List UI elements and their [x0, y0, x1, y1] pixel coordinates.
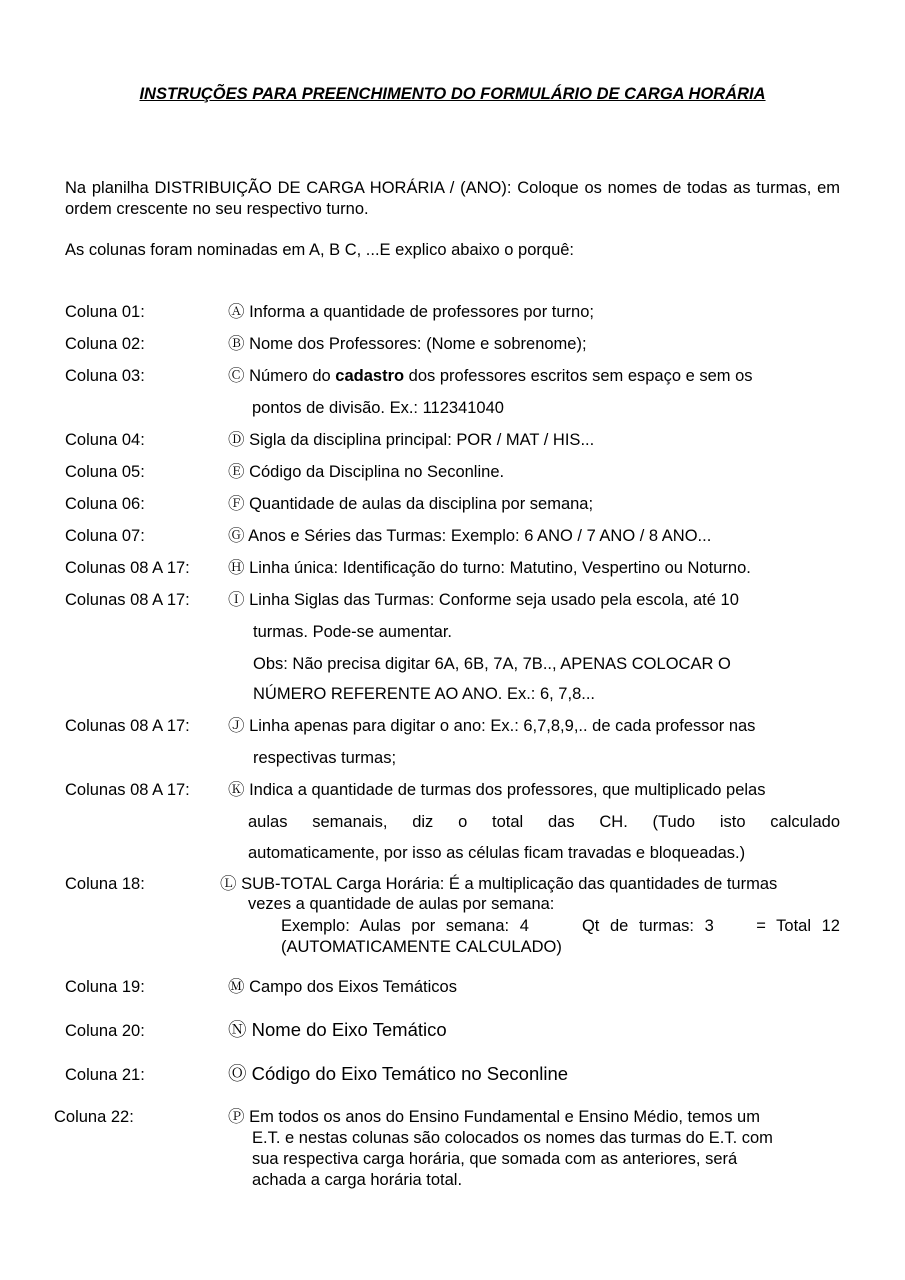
- example-line: Exemplo: Aulas por semana: 4 Qt de turmas: 3 = Total 12: [281, 917, 840, 935]
- row-text: Ⓗ Linha única: Identificação do turno: Matutino, Vespertino ou Noturno.: [228, 559, 751, 577]
- row-text: [228, 366, 753, 387]
- row-label: Coluna 07:: [65, 527, 145, 545]
- row-text: Ⓞ Código do Eixo Temático no Seconline: [228, 1063, 569, 1084]
- row-note: Obs: Não precisa digitar 6A, 6B, 7A, 7B.., APENAS COLOCAR O: [253, 655, 731, 673]
- row-text: Ⓙ Linha apenas para digitar o ano: Ex.: 6,7,8,9,.. de cada professor nas: [228, 717, 756, 735]
- row-label: Colunas 08 A 17:: [65, 591, 190, 609]
- row-label: Coluna 18:: [65, 875, 145, 893]
- row-text-continuation: turmas. Pode-se aumentar.: [253, 623, 453, 641]
- row-text-continuation: achada a carga horária total.: [252, 1171, 463, 1189]
- intro-paragraph: Na planilha DISTRIBUIÇÃO DE CARGA HORÁRIA / (ANO): Coloque os nomes de todas as turmas, em ordem crescente no seu respectivo turno.: [65, 179, 840, 218]
- row-note: NÚMERO REFERENTE AO ANO. Ex.: 6, 7,8...: [253, 685, 595, 703]
- row-text: Ⓔ Código da Disciplina no Seconline.: [228, 463, 505, 481]
- row-text-part: Ⓒ Número do: [228, 367, 336, 385]
- row-text: Ⓜ Campo dos Eixos Temáticos: [228, 978, 457, 996]
- row-label: Coluna 22:: [54, 1108, 134, 1126]
- row-text-continuation: automaticamente, por isso as células ficam travadas e bloqueadas.): [248, 844, 746, 862]
- row-text-continuation: sua respectiva carga horária, que somada com as anteriores, será: [252, 1150, 738, 1168]
- bold-term: cadastro: [335, 367, 405, 385]
- row-label: Coluna 01:: [65, 303, 145, 321]
- row-label: Colunas 08 A 17:: [65, 717, 190, 735]
- row-text-continuation: E.T. e nestas colunas são colocados os nomes das turmas do E.T. com: [252, 1129, 773, 1147]
- example-note: (AUTOMATICAMENTE CALCULADO): [281, 938, 562, 956]
- row-label: Coluna 20:: [65, 1022, 145, 1040]
- row-label: Colunas 08 A 17:: [65, 559, 190, 577]
- document-title: INSTRUÇÕES PARA PREENCHIMENTO DO FORMULÁRIO DE CARGA HORÁRIA: [139, 85, 766, 103]
- row-text: Ⓑ Nome dos Professores: (Nome e sobrenome);: [228, 335, 587, 353]
- row-text: Ⓐ Informa a quantidade de professores por turno;: [228, 303, 594, 321]
- row-label: Coluna 03:: [65, 367, 145, 385]
- row-label: Coluna 02:: [65, 335, 145, 353]
- row-text-continuation: respectivas turmas;: [253, 749, 397, 767]
- intro-paragraph-2: As colunas foram nominadas em A, B C, ...E explico abaixo o porquê:: [65, 241, 575, 259]
- row-text: Ⓟ Em todos os anos do Ensino Fundamental e Ensino Médio, temos um: [228, 1108, 760, 1126]
- row-label: Colunas 08 A 17:: [65, 781, 190, 799]
- row-text-continuation: aulas semanais, diz o total das CH. (Tudo isto calculado: [248, 813, 840, 831]
- row-text-part: dos professores escritos sem espaço e sem os: [404, 367, 753, 385]
- row-text: Ⓘ Linha Siglas das Turmas: Conforme seja usado pela escola, até 10: [228, 591, 739, 609]
- row-label: Coluna 19:: [65, 978, 145, 996]
- row-text-continuation: vezes a quantidade de aulas por semana:: [248, 895, 555, 913]
- row-text-continuation: pontos de divisão. Ex.: 112341040: [252, 399, 504, 417]
- row-text: Ⓚ Indica a quantidade de turmas dos professores, que multiplicado pelas: [228, 781, 766, 799]
- row-text: Ⓓ Sigla da disciplina principal: POR / MAT / HIS...: [228, 431, 595, 449]
- row-label: Coluna 04:: [65, 431, 145, 449]
- row-label: Coluna 21:: [65, 1066, 145, 1084]
- row-text: Ⓖ Anos e Séries das Turmas: Exemplo: 6 ANO / 7 ANO / 8 ANO...: [228, 527, 712, 545]
- row-label: Coluna 05:: [65, 463, 145, 481]
- row-label: Coluna 06:: [65, 495, 145, 513]
- row-text: Ⓛ SUB-TOTAL Carga Horária: É a multiplicação das quantidades de turmas: [220, 875, 778, 893]
- row-text: Ⓝ Nome do Eixo Temático: [228, 1019, 447, 1040]
- row-text: Ⓕ Quantidade de aulas da disciplina por semana;: [228, 495, 594, 513]
